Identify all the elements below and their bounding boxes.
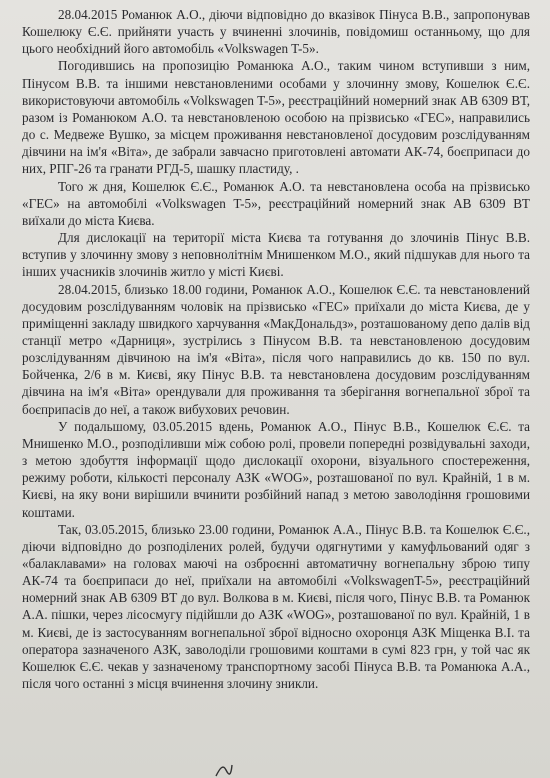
paragraph: Так, 03.05.2015, близько 23.00 години, Романюк А.А., Пінус В.В. та Кошелюк Є.Є., діючи відповідно до розподілених ролей, будучи одягнутими у камуфльований одяг з «балаклавами» на головах маючі на озброєнні автоматичну вогнепальну зброю типу АК-74 та боєприпаси до неї, приїхали на автомобілі «VolkswagenT-5», реєстраційний номерний знак АВ 6309 ВТ до вул. Волкова в м. Києві, після чого, Пінус В.В. та Романюк А.А. пішки, через лісосмугу підійшли до АЗК «WOG», розташованої по вул. Крайній, 1 в м. Києві, де із застосуванням вогнепальної зброї відносно охоронця АЗК Міщенка В.І. та оператора зазначеного АЗК, заволоділи грошовими коштами в сумі 823 грн, у той час як Кошелюк Є.Є. чекав у зазначеному транспортному засобі Пінуса В.В. та Романюка А.А., після чого останні з місця вчинення злочину зникли. (22, 521, 530, 692)
paragraph: Того ж дня, Кошелюк Є.Є., Романюк А.О. та невстановлена особа на прізвисько «ГЕС» на автомобілі «Volkswagen T-5», реєстраційний номерний знак АВ 6309 ВТ виїхали до міста Києва. (22, 178, 530, 228)
paragraph: У подальшому, 03.05.2015 вдень, Романюк А.О., Пінус В.В., Кошелюк Є.Є. та Мнишенко М.О., розподіливши між собою ролі, провели попередні розвідувальні заходи, з метою здобуття інформації щодо дислокації охорони, візуального спостереження, режиму роботи, кількості персоналу АЗК «WOG», розташованої по вул. Крайній, 1 в м. Києві, на яку вони вирішили вчинити розбійний напад з метою заволодіння грошовими коштами. (22, 418, 530, 520)
document-body (22, 6, 530, 692)
paragraph: 28.04.2015, близько 18.00 години, Романюк А.О., Кошелюк Є.Є. та невстановлений досудовим розслідуванням чоловік на прізвисько «ГЕС» приїхали до міста Києва, де у приміщенні закладу швидкого харчування «МакДональдз», розташованому депо далів від станції метро «Дарниця», зустрілись з Пінусом В.В. та невстановленою досудовим розслідуванням дівчиною на ім'я «Віта», після чого направились до кв. 150 по вул. Бойченка, 2/6 в м. Києві, яку Пінус В.В. та невстановлена досудовим розслідуванням дівчина на ім'я «Віта» орендували для проживання та зберігання вогнепальної зброї та боєприпасів до неї, а також вибухових речовин. (22, 281, 530, 417)
paragraph: 28.04.2015 Романюк А.О., діючи відповідно до вказівок Пінуса В.В., запропонував Кошелюку Є.Є. прийняти участь у вчиненні злочинів, повідомиш останньому, що для цього необхідний його автомобіль «Volkswagen T-5». (22, 7, 530, 57)
paragraph: Для дислокації на території міста Києва та готування до злочинів Пінус В.В. вступив у злочинну змову з неповнолітнім Мнишенком М.О., який підшукав для нього та інших учасників злочинів житло у місті Києві. (22, 230, 530, 280)
paragraph: Погодившись на пропозицію Романюка А.О., таким чином вступивши з ним, Пінусом В.В. та іншими невстановленими особами у злочинну змову, Кошелюк Є.Є. використовуючи автомобіль «Volkswagen T-5», реєстраційний номерний знак АВ 6309 ВТ, разом із Романюком А.О. та невстановленою особою на прізвисько «ГЕС», направились до с. Медвеже Вушко, за місцем проживання невстановленої досудовим розслідуванням дівчини на ім'я «Віта», де забрали завчасно приготовлені автомати АК-74, боєприпаси до них, РПГ-26 та гранати РГД-5, шашку пластиду, . (22, 58, 530, 177)
pen-mark (214, 762, 234, 778)
